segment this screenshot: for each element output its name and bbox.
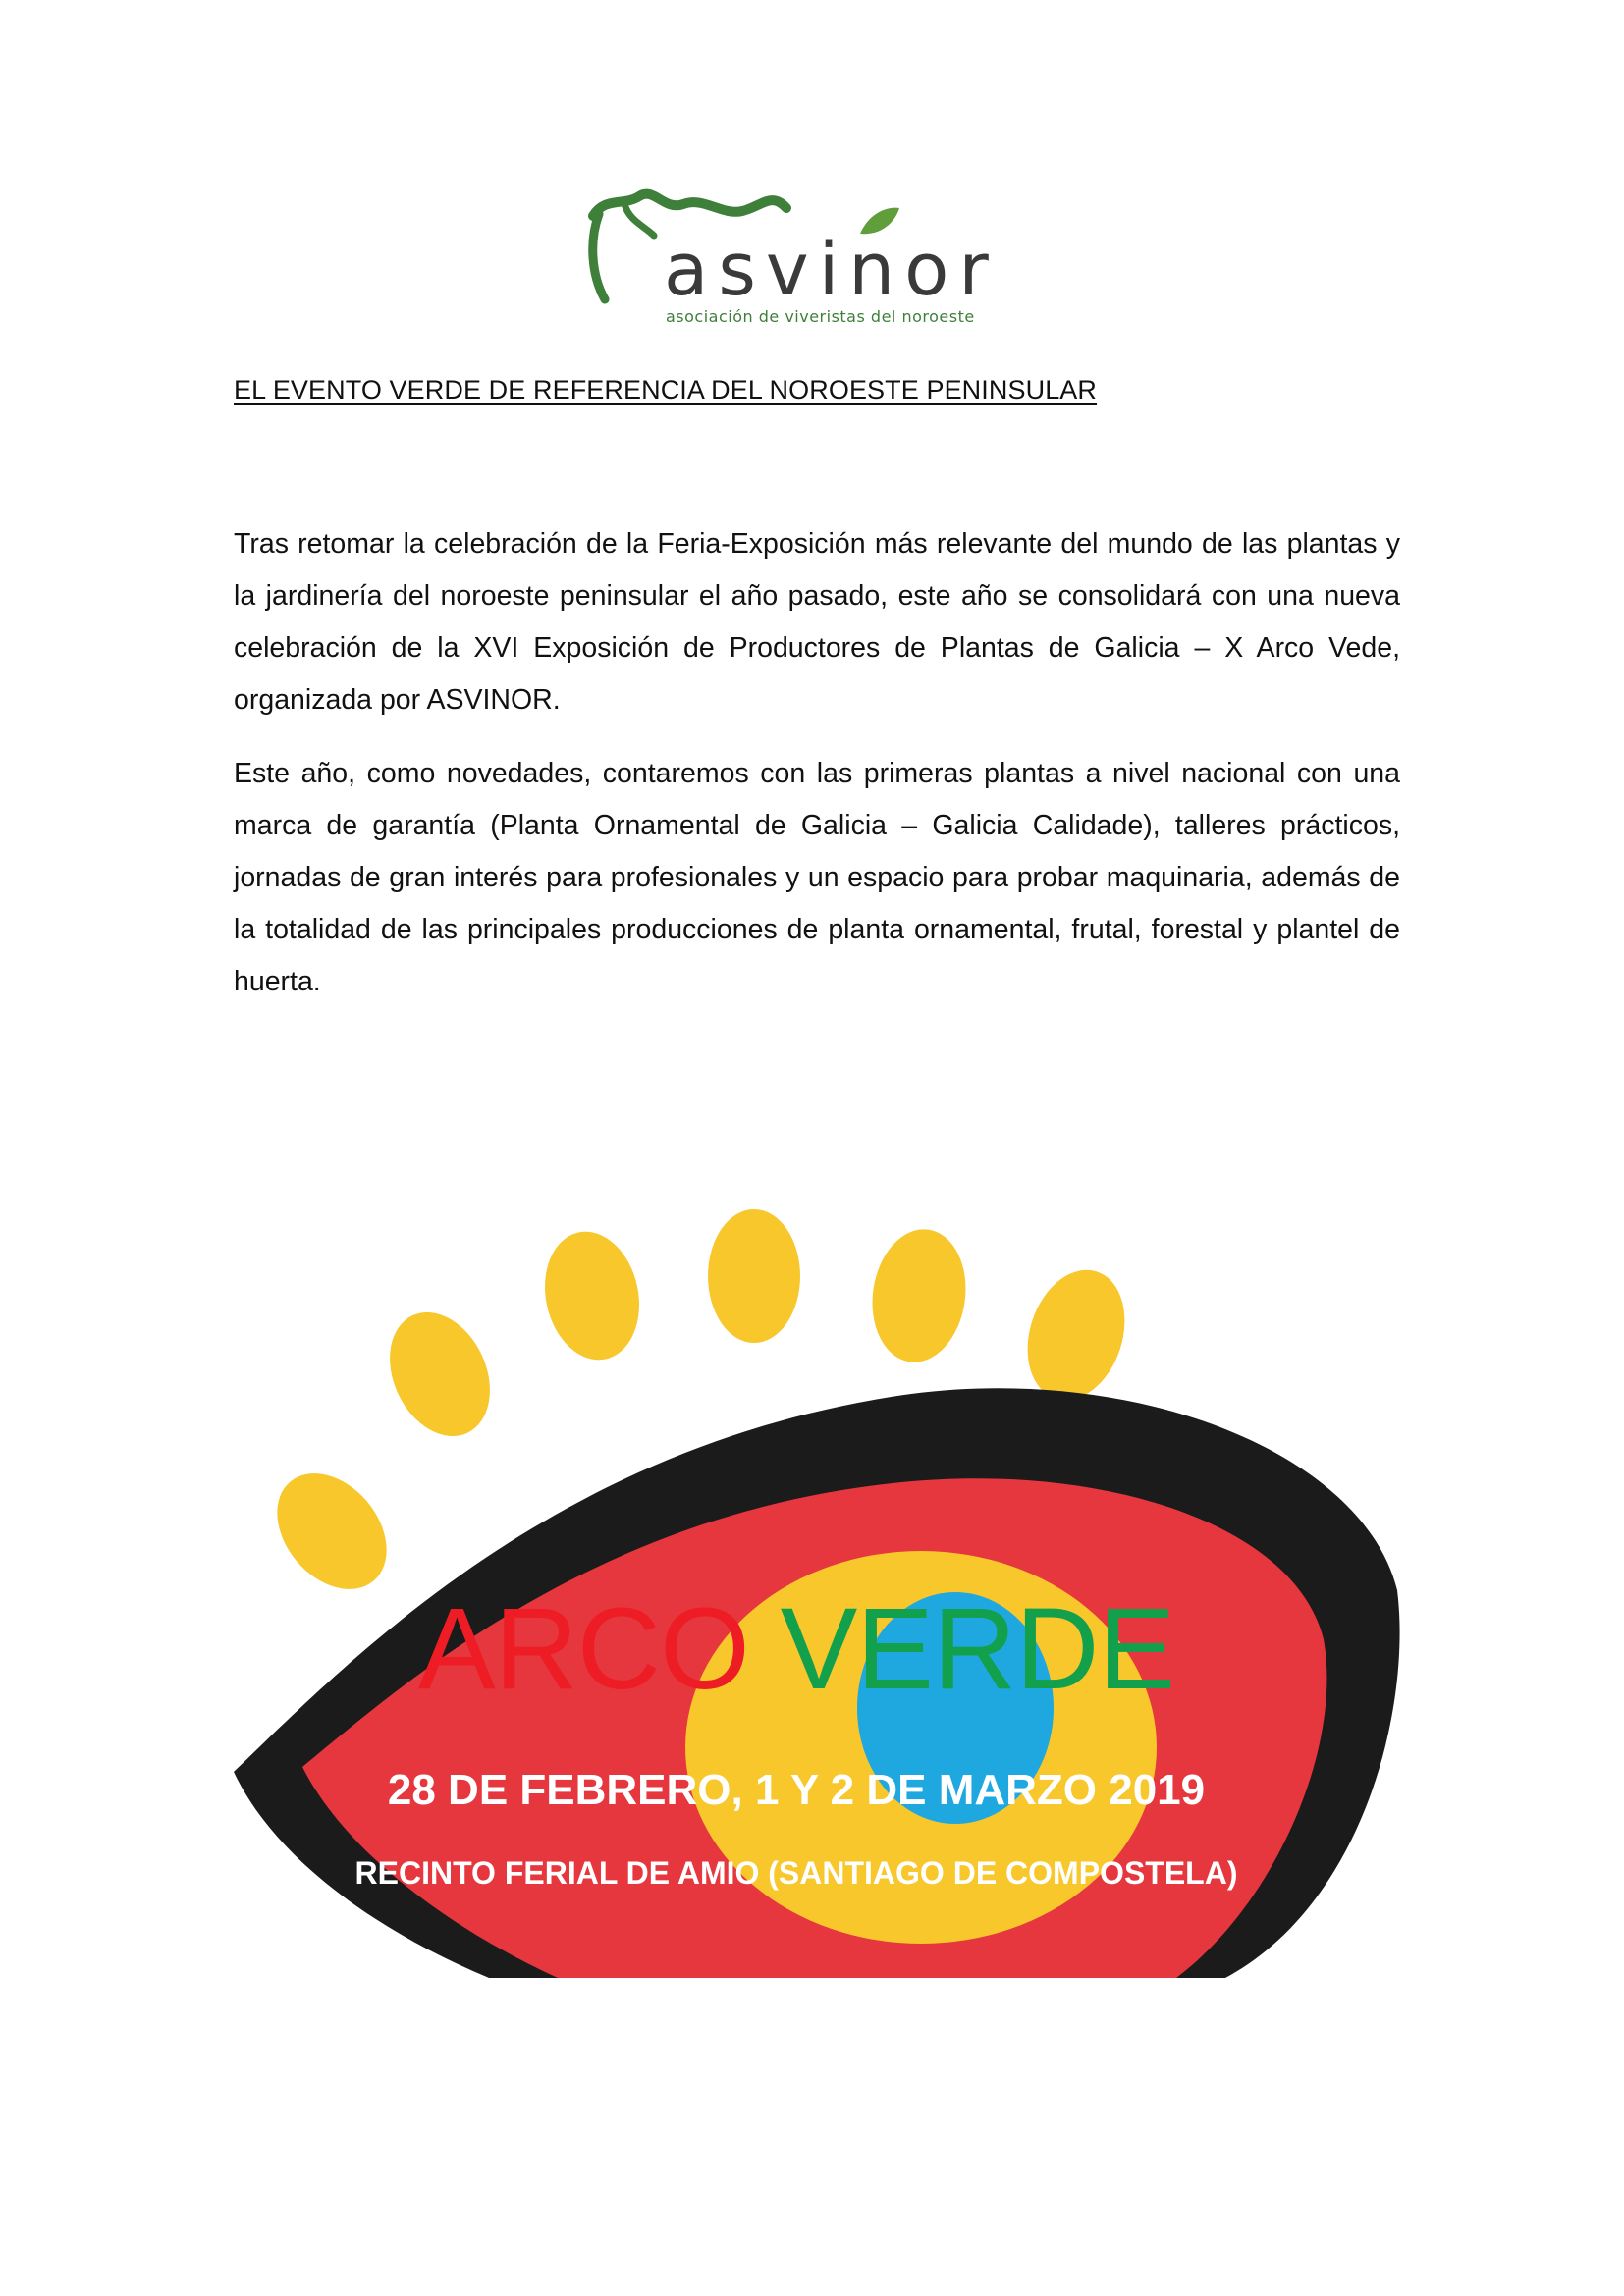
logo-tagline: asociación de viveristas del noroeste <box>666 307 975 326</box>
event-venue: RECINTO FERIAL DE AMIO (SANTIAGO DE COMPOSTELA) <box>354 1855 1238 1891</box>
asvinor-logo <box>585 187 1047 334</box>
arco-verde-poster <box>234 1198 1400 1978</box>
yellow-petal <box>864 1223 974 1368</box>
yellow-petal <box>371 1296 510 1452</box>
poster-title <box>234 1585 1359 1713</box>
page-headline: EL EVENTO VERDE DE REFERENCIA DEL NOROESTE PENINSULAR <box>234 375 1098 404</box>
yellow-petal <box>708 1209 800 1343</box>
novelties-paragraph: Este año, como novedades, contaremos con las primeras plantas a nivel nacional con una marca de garantía (Planta Ornamental de Galicia – Galicia Calidade), talleres prácticos, jornadas de gran interés para profesionales y un espacio para probar maquinaria, además de la totalidad de las principales producciones de planta ornamental, frutal, forestal y plantel de huerta. <box>234 758 1400 997</box>
event-date: 28 DE FEBRERO, 1 Y 2 DE MARZO 2019 <box>387 1766 1206 1814</box>
title-verde: VERDE <box>780 1584 1175 1714</box>
yellow-petal <box>533 1223 650 1369</box>
intro-paragraph: Tras retomar la celebración de la Feria-Exposición más relevante del mundo de las plantas y la jardinería del noroeste peninsular el año pasado, este año se consolidará con una nueva celebración de la XVI Exposición de Productores de Plantas de Galicia – X Arco Vede, organizada por ASVINOR. <box>234 528 1400 716</box>
title-arco: ARCO <box>417 1584 749 1714</box>
logo-wordmark: asvinor <box>664 228 999 312</box>
